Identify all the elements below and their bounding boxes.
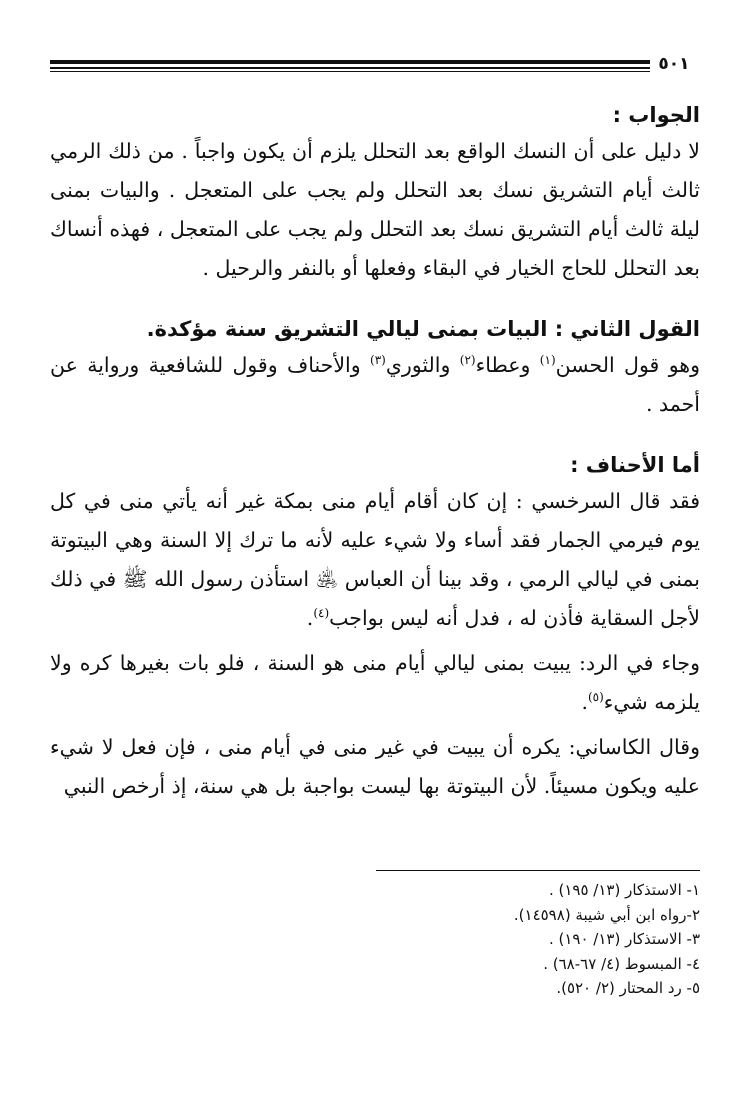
footnote-item: ٣- الاستذكار (١٣/ ١٩٠) .: [548, 930, 700, 948]
main-text: [50, 98, 700, 806]
footnote-ref-5: (٥): [587, 690, 604, 705]
text-run: فقد قال السرخسي : إن كان أقام أيام منى بمكة غير أنه يأتي منى في كل يوم فيرمي الجمار فقد أساء ولا شيء عليه لأنه ما ترك إلا السنة وهي البيتوتة بمنى في ليالي الرمي ، وقد بينا أن العباس ﵁ استأذن رسول الله ﷺ في ذلك لأجل السقاية فأذن له ، فدل أنه ليس بواجب: [50, 489, 700, 630]
text-run: والثوري: [385, 353, 460, 377]
footnote-ref-4: (٤): [313, 606, 330, 621]
footnote-ref-1: (١): [539, 353, 556, 368]
answer-paragraph: لا دليل على أن النسك الواقع بعد التحلل يلزم أن يكون واجباً . من ذلك الرمي ثالث أيام التشريق نسك بعد التحلل ولم يجب على المتعجل . والبيات بمنى ليلة ثالث أيام التشريق نسك بعد التحلل ولم يجب على المتعجل ، فهذه أنساك بعد التحلل للحاج الخيار في البقاء وفعلها أو بالنفر والرحيل .: [50, 139, 700, 280]
text-run: وعطاء: [475, 353, 540, 377]
header-rule-thin: [50, 71, 650, 72]
second-opinion-heading: القول الثاني : البيات بمنى ليالي التشريق سنة مؤكدة.: [146, 317, 700, 341]
second-opinion-paragraph: [50, 346, 700, 424]
text-run: وجاء في الرد: يبيت بمنى ليالي أيام منى هو السنة ، فلو بات بغيرها كره ولا يلزمه شيء: [50, 651, 700, 714]
footnote-item: ٥- رد المحتار (٢/ ٥٢٠).: [556, 979, 700, 997]
footnote-item: ٤- المبسوط (٤/ ٦٧-٦٨) .: [543, 954, 700, 973]
spacer: [50, 288, 700, 312]
page-header: [50, 52, 700, 76]
text-run: .: [581, 690, 588, 714]
spacer: [50, 424, 700, 448]
answer-heading: الجواب :: [612, 103, 700, 127]
header-rule-thick: [50, 60, 650, 64]
kasani-paragraph: وقال الكاساني: يكره أن يبيت في غير منى في أيام منى ، فإن فعل لا شيء عليه ويكون مسيئاً. لأن البيتوتة بها ليست بواجبة بل هي سنة، إذ أرخص النبي: [50, 735, 700, 798]
header-rule-medium: [50, 67, 650, 69]
hanafi-heading: أما الأحناف :: [570, 453, 700, 477]
text-run: والأحناف وقول للشافعية ورواية عن أحمد .: [50, 353, 700, 416]
radd-paragraph: [50, 644, 700, 722]
text-run: وهو قول الحسن: [555, 353, 700, 377]
footnote-item: ٢-رواه ابن أبي شيبة (١٤٥٩٨).: [513, 905, 700, 924]
footnotes: [200, 878, 700, 1001]
footnote-divider: [376, 870, 700, 871]
page-number: ٥٠١: [658, 54, 690, 74]
footnote-ref-3: (٣): [370, 353, 386, 368]
footnote-ref-2: (٢): [459, 353, 476, 368]
footnote-item: ١- الاستذكار (١٣/ ١٩٥) .: [548, 881, 700, 899]
text-run: .: [306, 606, 314, 630]
sarakhsi-paragraph: [50, 482, 700, 638]
